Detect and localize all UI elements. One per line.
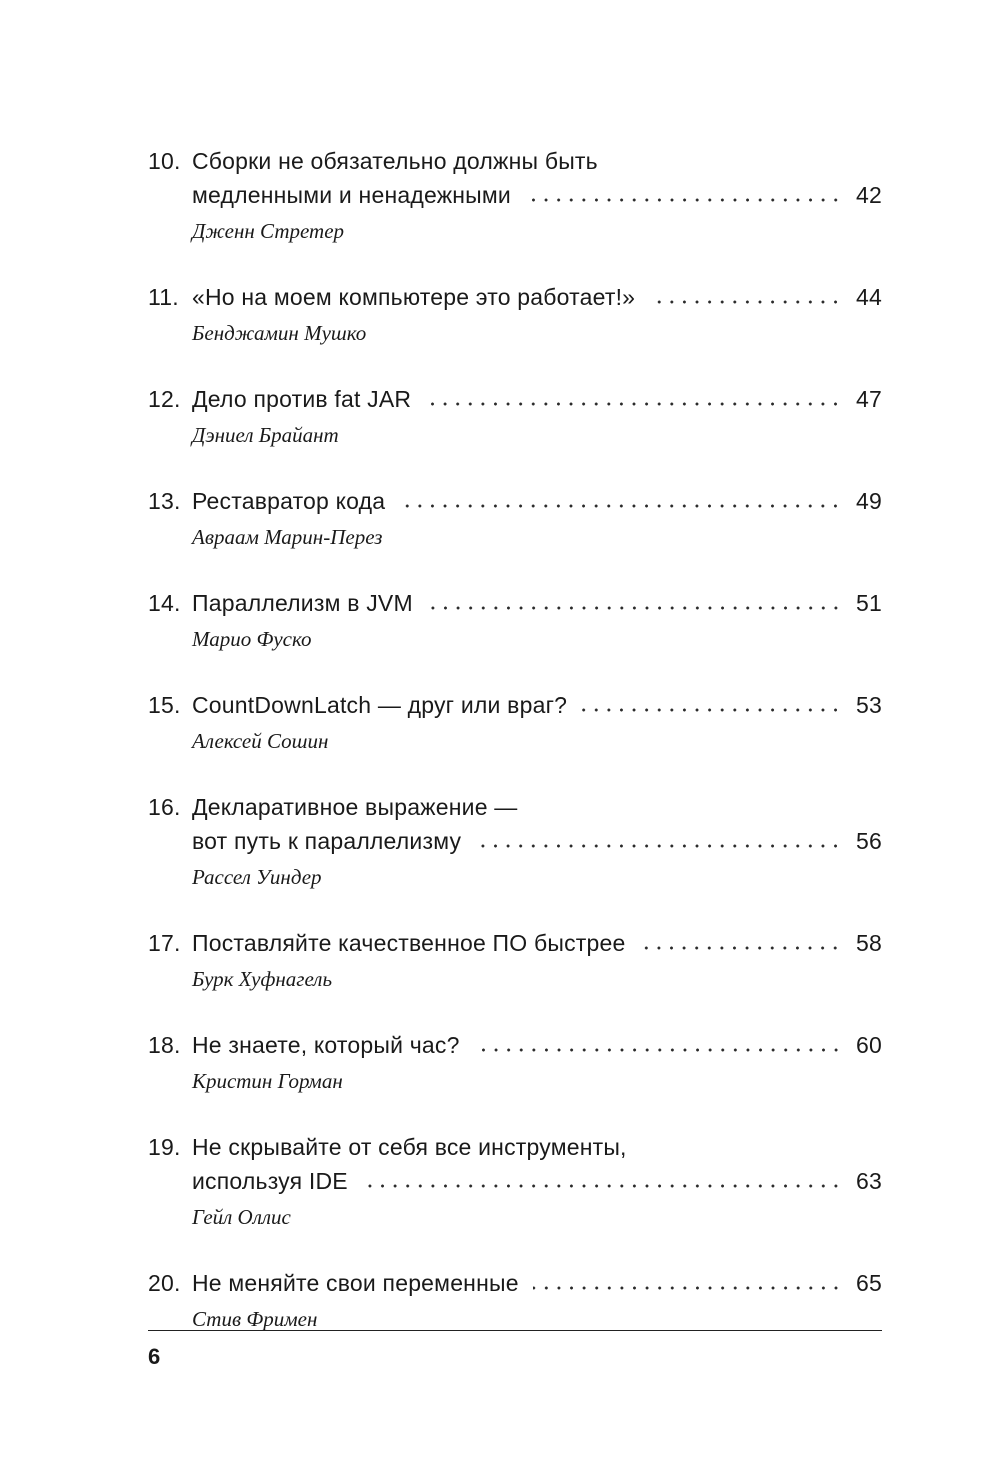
dot-leader: [425, 402, 842, 406]
toc-entry[interactable]: [148, 688, 882, 756]
entry-title: Дело против fat JAR: [192, 386, 412, 412]
entry-title: Не меняйте свои переменные: [192, 1270, 519, 1296]
entry-page-number: 56: [856, 828, 882, 854]
entry-number: 14.: [148, 590, 181, 616]
entry-author: Бурк Хуфнагель: [192, 967, 333, 991]
entry-title: Параллелизм в JVM: [192, 590, 413, 616]
toc-entry-line: [148, 688, 882, 722]
entry-page-number: 60: [856, 1032, 882, 1058]
entry-number: 11.: [148, 284, 179, 310]
toc-entry-line: [148, 280, 882, 314]
dot-leader: [525, 198, 842, 202]
entry-number: 15.: [148, 692, 181, 718]
toc-entry-line: [148, 1130, 882, 1164]
toc-entry[interactable]: [148, 484, 882, 552]
toc-entry-line: [148, 144, 882, 178]
page-number: 6: [148, 1344, 161, 1369]
toc-entry[interactable]: [148, 926, 882, 994]
table-of-contents: [148, 144, 882, 1368]
entry-page-number: 63: [856, 1168, 882, 1194]
entry-author: Кристин Горман: [192, 1069, 343, 1093]
entry-author: Бенджамин Мушко: [192, 321, 367, 345]
toc-entry-line: [148, 1164, 882, 1198]
toc-entry[interactable]: [148, 144, 882, 246]
entry-title: «Но на моем компьютере это работает!»: [192, 284, 636, 310]
toc-entry[interactable]: [148, 382, 882, 450]
dot-leader: [649, 300, 842, 304]
entry-page-number: 65: [856, 1270, 882, 1296]
entry-author: Рассел Уиндер: [192, 865, 322, 889]
toc-entry-line: [148, 926, 882, 960]
entry-page-number: 47: [856, 386, 882, 412]
entry-title: CountDownLatch — друг или враг?: [192, 692, 568, 718]
toc-entry[interactable]: [148, 1028, 882, 1096]
entry-page-number: 44: [856, 284, 882, 310]
entry-number: 16.: [148, 794, 181, 820]
entry-title: медленными и ненадежными: [192, 182, 511, 208]
toc-entry-line: [148, 382, 882, 416]
toc-entry[interactable]: [148, 586, 882, 654]
entry-author: Гейл Оллис: [192, 1205, 291, 1229]
toc-entry[interactable]: [148, 280, 882, 348]
toc-entry[interactable]: [148, 1266, 882, 1334]
entry-author: Алексей Сошин: [192, 729, 329, 753]
entry-author: Стив Фримен: [192, 1307, 318, 1331]
entry-author: Дэниел Брайант: [192, 423, 339, 447]
dot-leader: [399, 504, 842, 508]
dot-leader: [581, 708, 842, 712]
toc-entry-line: [148, 178, 882, 212]
entry-number: 13.: [148, 488, 181, 514]
toc-entry-line: [148, 484, 882, 518]
entry-number: 17.: [148, 930, 181, 956]
entry-page-number: 49: [856, 488, 882, 514]
entry-number: 18.: [148, 1032, 181, 1058]
entry-number: 10.: [148, 148, 181, 174]
toc-entry[interactable]: [148, 790, 882, 892]
entry-page-number: 42: [856, 182, 882, 208]
dot-leader: [639, 946, 842, 950]
entry-title: Не знаете, который час?: [192, 1032, 460, 1058]
dot-leader: [475, 844, 842, 848]
entry-author: Авраам Марин-Перез: [192, 525, 383, 549]
footer-rule: [148, 1330, 882, 1331]
entry-title: Сборки не обязательно должны быть: [192, 148, 598, 174]
dot-leader: [474, 1048, 842, 1052]
dot-leader: [362, 1184, 842, 1188]
entry-title: Не скрывайте от себя все инструменты,: [192, 1134, 627, 1160]
entry-page-number: 58: [856, 930, 882, 956]
entry-title: используя IDE: [192, 1168, 348, 1194]
entry-author: Марио Фуско: [192, 627, 312, 651]
dot-leader: [533, 1286, 842, 1290]
toc-entry-line: [148, 790, 882, 824]
entry-number: 19.: [148, 1134, 181, 1160]
entry-page-number: 51: [856, 590, 882, 616]
toc-entry-line: [148, 1028, 882, 1062]
entry-number: 20.: [148, 1270, 181, 1296]
toc-entry-line: [148, 824, 882, 858]
entry-author: Дженн Стретер: [192, 219, 345, 243]
entry-number: 12.: [148, 386, 181, 412]
entry-title: вот путь к параллелизму: [192, 828, 462, 854]
toc-entry-line: [148, 586, 882, 620]
entry-page-number: 53: [856, 692, 882, 718]
toc-entry-line: [148, 1266, 882, 1300]
entry-title: Реставратор кода: [192, 488, 386, 514]
toc-entry[interactable]: [148, 1130, 882, 1232]
entry-title: Декларативное выражение —: [192, 794, 518, 820]
entry-title: Поставляйте качественное ПО быстрее: [192, 930, 626, 956]
dot-leader: [427, 606, 842, 610]
